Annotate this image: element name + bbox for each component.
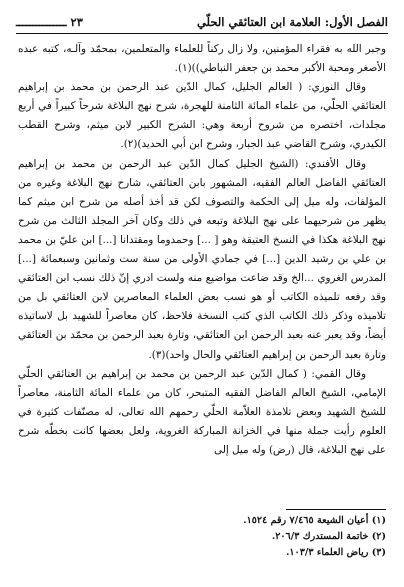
body-text <box>18 40 386 460</box>
footnotes <box>18 509 386 561</box>
footnote-rule <box>286 509 386 510</box>
paragraph-3: وقال الأفندي: (الشيخ الجليل كمال الدّين عبد الرحمن بن محمد بن إبراهيم العتائقي الفاضل العالم الفقيه، المشهور بابن العتائقي، شارح نهج البلاغة وغيره من المؤلفات، وله ميل إلى الحكمة والتصوف لكن قد أخذ أصله من شرح ابن ميثم كما يظهر من شرحيهما على نهج البلاغة وتبعه في ذلك وكان آخر المجلد الثالث من شرح نهج البلاغة هكذا في النسخ العتيقة وهو [ ...] وحمدوما ومقتدانا [...] ابن عليّ بن محمد بن علي بن رشيد الدين [...] في جمادي الأولى من سنة ست وثمانين وسبعمائة [...] المدرس الغروي ...الخ وقد ضاعت مواضيع منه ولست ادري إنّ ذلك نسب ابن العتائقي وقد رفعه تلميذه الكاتب أو هو نسب بعض العلماء المعاصرين لابن العتائقي بل من تلاميذه وذكر ذلك الكاتب الذي كتب النسخة فلاحظ، كان معاصراً للشهيد بل لاساتيذه أيضاً، وقد يعبر عنه بعبد الرحمن ابن العتائقي، وتارة بعبد الرحمن بن محمّد بن العتائقي وتارة بعبد الرحمن بن إبراهيم العتائقي والحال واحد)(٣). <box>18 157 386 361</box>
header-rule <box>16 33 388 34</box>
running-header <box>16 12 388 32</box>
page-number: ٢٣ ـــــــــــــــ <box>16 15 83 29</box>
footnote-3: (٣) رياض العلماء ١٠٣/٣. <box>286 547 386 558</box>
chapter-title: الفصل الأول: العلامة ابن العتائقي الحلّي <box>196 15 388 29</box>
paragraph-4: وقال القمي: ( كمال الدّين عبد الرحمن بن محمد بن إبراهيم بن العتائقي الحلّي الإمامي، الشيخ العالم الفاضل الفقيه المتبحر، كان من علماء المائة الثامنة، معاصراً للشيخ الشهيد وبعض تلامذة العلاّمة الحلّي رحمهم الله تعالى، له مصنّفات كثيرة في العلوم رأيت جملة منها في الخزانة المباركة الغروية، ولعل بعضها كانت بخطّه شرح على نهج البلاغة، قال (رض) وله ميل إلى <box>18 367 386 456</box>
paragraph-2: وقال النوري: ( العالم الجليل، كمال الدّين عبد الرحمن بن محمد بن إبراهيم العتائقي الحلّي، من علماء المائة الثامنة للهجرة، شرح نهج البلاغة شرحاً كبيراً في أربع مجلدات، اختصره من شروح أربعة وهي: الشرح الكبير لابن ميثم، وشرح القطب الكيدري، وشرح القاضي عبد الجبار، وشرح ابن أبي الحديد)(٢). <box>18 81 386 151</box>
footnote-1: (١) أعيان الشيعة ٧/٤٦٥ رقم ١٥٢٤. <box>243 515 386 526</box>
paragraph-1: وجبر الله به فقراء المؤمنين، ولا زال ركناً للعلماء والمتعلمين، بمحمّد وآلـه، كتبه عبده الأصغر ومحبة الأكبر محمد بن جعفر النباطي))(١). <box>18 43 386 75</box>
footnote-2: (٢) خاتمة المستدرك ٢٠٦/٣. <box>271 531 386 542</box>
